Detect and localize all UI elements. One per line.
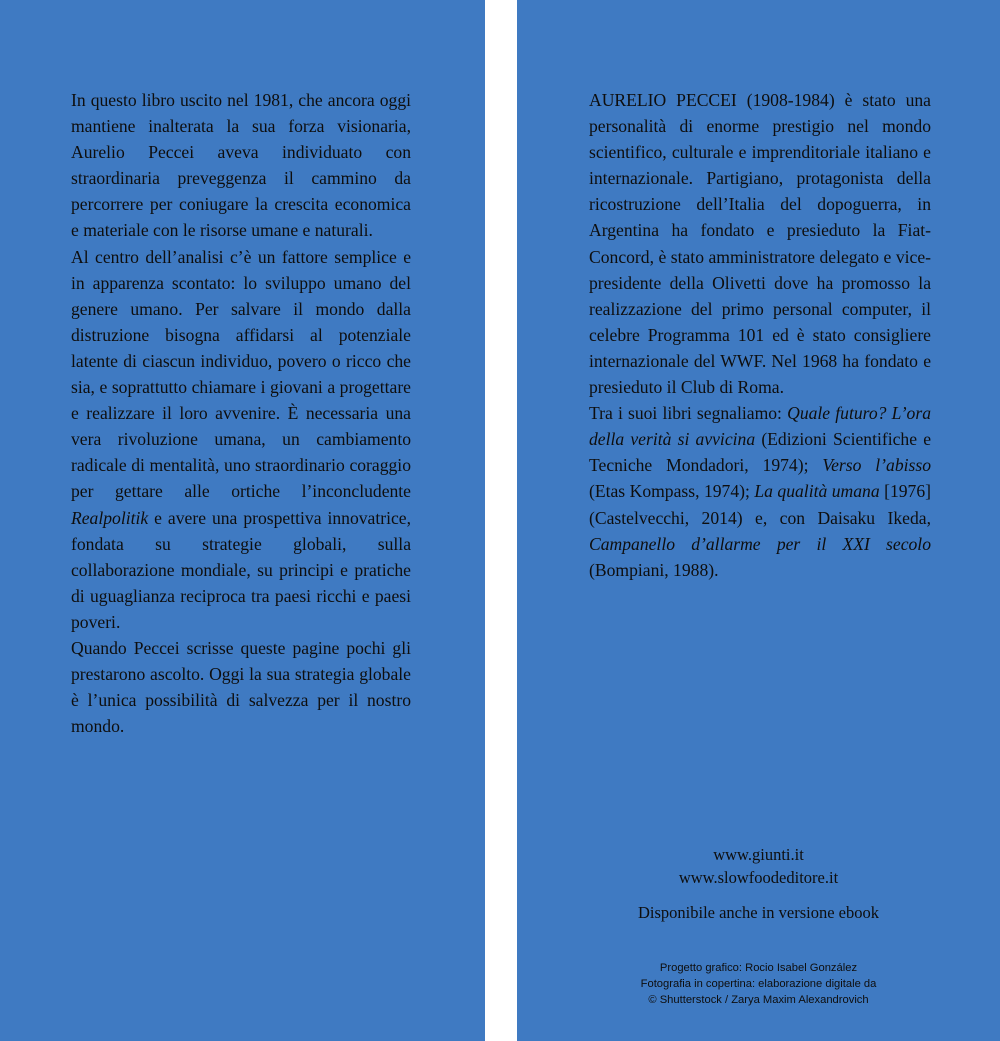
- book-title-italic: La qualità umana: [754, 481, 880, 502]
- publisher-links: [517, 843, 1000, 889]
- description-paragraph: Quando Peccei scrisse queste pagine pochi gli prestarono ascolto. Oggi la sua strategia globale è l’unica possibilità di salvezza per il nostro mondo.: [71, 637, 411, 737]
- front-flap-panel: [517, 0, 1000, 1041]
- bibliography-paragraph: Tra i suoi libri segnaliamo: Quale futuro? L’ora della verità si avvicina (Edizioni Scientifiche e Tecniche Mondadori, 1974); Verso l’abisso (Etas Kompass, 1974); La qualità umana [1976] (Castelvecchi, 2014) e, con Daisaku Ikeda, Campanello d’allarme per il XXI secolo (Bompiani, 1988).: [589, 403, 932, 580]
- biography-paragraph: AURELIO PECCEI (1908-1984) è stato una personalità di enorme prestigio nel mondo scientifico, culturale e imprenditoriale italiano e internazionale. Partigiano, protagonista della ricostruzione dell’Italia del dopoguerra, in Argentina ha fondato e presieduto la Fiat-Concord, è stato amministratore delegato e vice-presidente della Olivetti dove ha promosso la realizzazione del primo personal computer, il celebre Programma 101 ed è stato consigliere internazionale del WWF. Nel 1968 ha fondato e presieduto il Club di Roma.: [589, 90, 931, 398]
- book-title-italic: Quale futuro? L’ora della verità si avvicina: [589, 403, 931, 450]
- author-biography: [589, 87, 931, 583]
- book-description: [71, 87, 411, 739]
- book-title-italic: Campanello d’allarme per il XXI secolo: [589, 533, 931, 554]
- credit-copyright: © Shutterstock / Zarya Maxim Alexandrovich: [648, 994, 869, 1006]
- description-paragraph: In questo libro uscito nel 1981, che ancora oggi mantiene inalterata la sua forza visionaria, Aurelio Peccei aveva individuato con straordinaria preveggenza il cammino da percorrere per coniugare la crescita economica e materiale con le risorse umane e naturali.: [71, 90, 411, 241]
- ebook-note: Disponibile anche in versione ebook: [637, 903, 880, 922]
- credit-design: Progetto grafico: Rocio Isabel González: [659, 962, 858, 974]
- book-title-italic: Realpolitik: [71, 507, 149, 528]
- credit-photo: Fotografia in copertina: elaborazione digitale da: [640, 978, 877, 990]
- description-paragraph: Al centro dell’analisi c’è un fattore semplice e in apparenza scontato: lo sviluppo umano del genere umano. Per salvare il mondo dalla distruzione bisogna affidarsi al potenziale latente di ciascun individuo, povero o ricco che sia, e soprattutto chiamare i giovani a progettare e realizzare il loro avvenire. È necessaria una vera rivoluzione umana, un cambiamento radicale di mentalità, uno straordinario coraggio per gettare alle ortiche l’inconcludente Realpolitik e avere una prospettiva innovatrice, fondata su strategie globali, sulla collaborazione mondiale, su principi e pratiche di uguaglianza reciproca tra paesi ricchi e paesi poveri.: [71, 246, 411, 632]
- design-credits: [517, 960, 1000, 1008]
- back-flap-panel: [0, 0, 485, 1041]
- link-slowfood[interactable]: www.slowfoodeditore.it: [678, 868, 839, 887]
- link-giunti[interactable]: www.giunti.it: [713, 845, 804, 864]
- book-title-italic: Verso l’abisso: [822, 455, 931, 476]
